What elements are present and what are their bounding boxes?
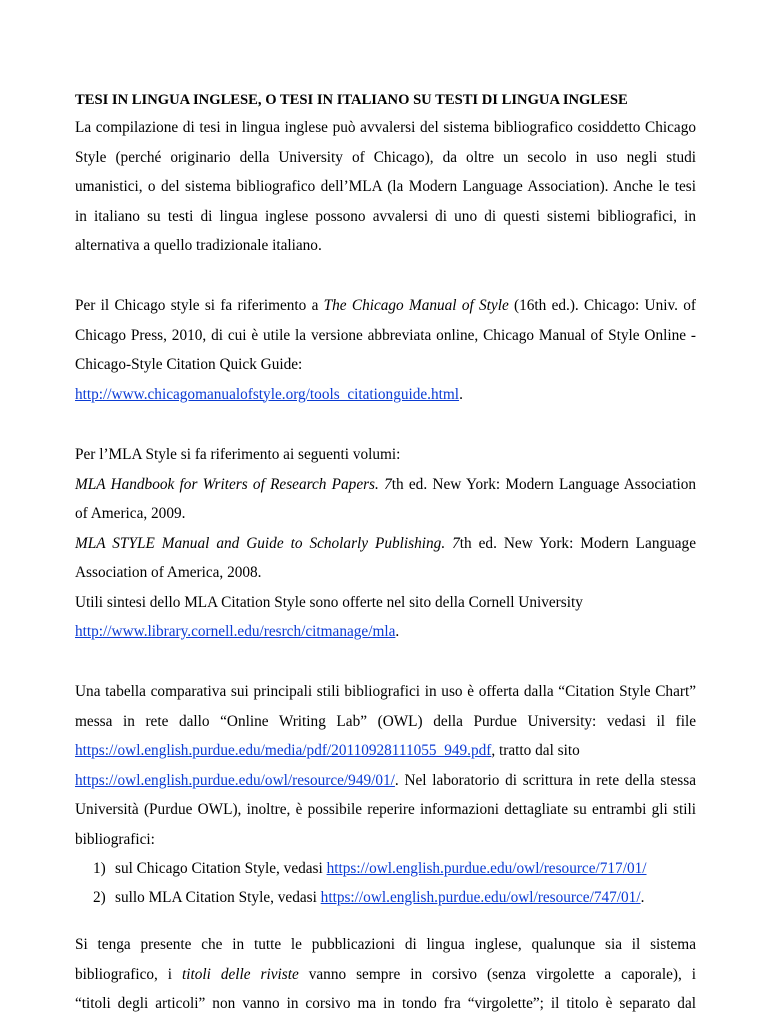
text-line: Per l’MLA Style si fa riferimento ai seguenti volumi: xyxy=(75,446,401,463)
paragraph-mla xyxy=(75,440,696,647)
text-fragment: th ed. New York: Modern Language Association xyxy=(391,475,696,493)
text-line: in italiano su testi di lingua inglese possono avvalersi di uno di questi sistemi bibliografici, in xyxy=(75,207,696,225)
text-line xyxy=(75,766,696,796)
text-line: Style (perché originario della University of Chicago), da oltre un secolo in uso negli studi xyxy=(75,148,696,166)
text-line xyxy=(75,291,696,321)
list-number: 1) xyxy=(93,860,106,877)
text-line: Chicago-Style Citation Quick Guide: xyxy=(75,356,303,373)
text-fragment: vanno sempre in corsivo (senza virgolette a caporale), i xyxy=(298,965,697,983)
text-line: of America, 2009. xyxy=(75,505,186,522)
paragraph-titles xyxy=(75,930,696,1019)
text-line: “titoli degli articoli” non vanno in corsivo ma in tondo fra “virgolette”; il titolo è separato dal xyxy=(75,995,696,1012)
text-line: bibliografici: xyxy=(75,830,155,848)
paragraph-intro xyxy=(75,113,696,261)
text-fragment: (16th ed.). Chicago: Univ. of xyxy=(508,297,696,314)
list-text: sul Chicago Citation Style, vedasi xyxy=(115,860,327,877)
list-item xyxy=(93,854,647,884)
text-line: Si tenga presente che in tutte le pubblicazioni di lingua inglese, qualunque sia il sistema xyxy=(75,936,696,953)
cornell-mla-link[interactable]: http://www.library.cornell.edu/resrch/citmanage/mla xyxy=(75,623,396,640)
text-fragment: Per il Chicago style si fa riferimento a xyxy=(75,297,324,314)
text-line: messa in rete dallo “Online Writing Lab” (OWL) della Purdue University: vedasi il file xyxy=(75,712,696,730)
text-line xyxy=(75,617,696,647)
text-fragment: bibliografico, i xyxy=(75,965,182,983)
text-line xyxy=(75,736,696,766)
text-fragment: . xyxy=(640,889,645,906)
text-fragment: . Nel laboratorio di scrittura in rete della stessa xyxy=(394,771,696,789)
owl-resource-949-link[interactable]: https://owl.english.purdue.edu/owl/resource/949/01/ xyxy=(75,771,395,789)
chicago-guide-link[interactable]: http://www.chicagomanualofstyle.org/tools_citationguide.html xyxy=(75,385,460,403)
text-line xyxy=(75,529,696,559)
text-fragment: . xyxy=(459,385,463,403)
text-line: umanistici, o del sistema bibliografico dell’MLA (la Modern Language Association). Anche le tesi xyxy=(75,178,696,195)
document-title: TESI IN LINGUA INGLESE, O TESI IN ITALIANO SU TESTI DI LINGUA INGLESE xyxy=(75,92,628,108)
text-line: Chicago Press, 2010, di cui è utile la versione abbreviata online, Chicago Manual of Style Online - xyxy=(75,326,696,344)
text-line: Università (Purdue OWL), inoltre, è possibile reperire informazioni dettagliate su entrambi gli stili xyxy=(75,801,696,818)
text-line: alternativa a quello tradizionale italiano. xyxy=(75,237,322,254)
owl-mla-link[interactable]: https://owl.english.purdue.edu/owl/resource/747/01/ xyxy=(320,889,641,906)
book-title: MLA Handbook for Writers of Research Papers. 7 xyxy=(75,475,392,493)
citation-chart-pdf-link[interactable]: https://owl.english.purdue.edu/media/pdf/20110928111055_949.pdf xyxy=(75,742,492,759)
text-line: Una tabella comparativa sui principali stili bibliografici in uso è offerta dalla “Citation Style Chart” xyxy=(75,683,696,700)
text-line xyxy=(75,960,696,990)
emphasis: titoli delle riviste xyxy=(182,965,299,983)
list-item xyxy=(93,883,644,913)
text-fragment: , tratto dal sito xyxy=(491,742,580,759)
book-title: The Chicago Manual of Style xyxy=(323,297,509,314)
owl-chicago-link[interactable]: https://owl.english.purdue.edu/owl/resource/717/01/ xyxy=(326,860,647,877)
text-line: La compilazione di tesi in lingua inglese può avvalersi del sistema bibliografico cosiddetto Chicago xyxy=(75,119,696,136)
paragraph-owl xyxy=(75,677,696,854)
text-line xyxy=(75,380,696,410)
text-line: Utili sintesi dello MLA Citation Style sono offerte nel sito della Cornell University xyxy=(75,593,583,611)
book-title: MLA STYLE Manual and Guide to Scholarly Publishing. 7 xyxy=(75,534,460,552)
text-line: Association of America, 2008. xyxy=(75,564,262,581)
list-number: 2) xyxy=(93,889,106,906)
paragraph-chicago xyxy=(75,291,696,409)
text-fragment: . xyxy=(395,623,400,640)
text-line xyxy=(75,470,696,500)
list-text: sullo MLA Citation Style, vedasi xyxy=(115,889,321,906)
text-fragment: th ed. New York: Modern Language xyxy=(459,534,696,552)
